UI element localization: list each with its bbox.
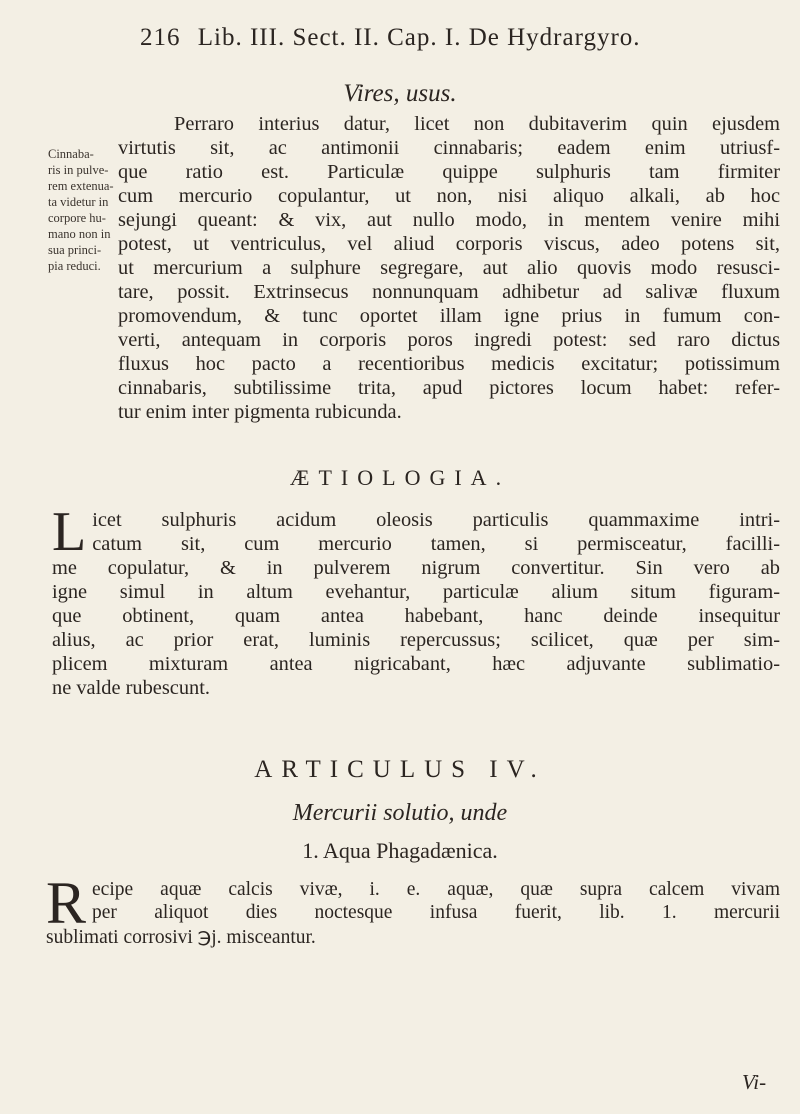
page-number: 216 (140, 24, 181, 51)
text-line: per aliquot dies noctesque infusa fuerit, lib. 1. mercurii (92, 902, 780, 923)
heading-aetiologia: ÆTIOLOGIA. (289, 465, 511, 490)
margin-note-line: rem extenua- (48, 179, 114, 193)
paragraph-vires (118, 112, 780, 424)
text-line: verti, antequam in corporis poros ingredi potest: sed raro dictus (118, 329, 780, 351)
margin-note (48, 146, 124, 274)
section-title: Vires, usus. (343, 80, 457, 107)
text-line: que obtinent, quam antea habebant, hanc deinde insequitur (52, 605, 780, 627)
margin-note-line: mano non in (48, 227, 111, 241)
text-line: cum mercurio copulantur, ut non, nisi aliquo alkali, ab hoc (118, 185, 780, 207)
text-line: potest, ut ventriculus, vel aliud corporis viscus, adeo potens sit, (118, 233, 780, 255)
paragraph-recipe (46, 870, 780, 949)
drop-cap: L (52, 501, 87, 563)
heading-articulus: ARTICULUS IV. (254, 756, 546, 783)
running-head (140, 24, 780, 52)
subheading-mercurii: Mercurii solutio, unde (292, 800, 508, 826)
text-line: virtutis sit, ac antimonii cinnabaris; eadem enim utriusf- (118, 137, 780, 159)
catchword: Vi- (742, 1070, 767, 1094)
margin-note-line: ta videtur in (48, 195, 109, 209)
text-line: igne simul in altum evehantur, particulæ alium situm figuram- (52, 581, 780, 603)
text-line: catum sit, cum mercurio tamen, si permisceatur, facilli- (92, 533, 780, 555)
margin-note-line: corpore hu- (48, 211, 106, 225)
text-line: sejungi queant: & vix, aut nullo modo, in mentem venire mihi (118, 209, 780, 231)
subheading-aqua: 1. Aqua Phagadænica. (302, 838, 498, 863)
margin-note-line: Cinnaba- (48, 147, 94, 161)
text-line: sublimati corrosivi ℈j. misceantur. (46, 927, 316, 948)
text-line: que ratio est. Particulæ quippe sulphuris tam firmiter (118, 161, 780, 183)
running-head-title: Lib. III. Sect. II. Cap. I. De Hydrargyro. (197, 24, 641, 51)
margin-note-line: sua princi- (48, 243, 102, 257)
text-line: tare, possit. Extrinsecus nonnunquam adhibetur ad salivæ fluxum (118, 281, 780, 303)
margin-note-line: ris in pulve- (48, 163, 109, 177)
margin-note-line: pia reduci. (48, 259, 101, 273)
text-line: fluxus hoc pacto a recentioribus medicis excitatur; potissimum (118, 353, 780, 375)
text-line: Perraro interius datur, licet non dubitaverim quin ejusdem (174, 113, 780, 135)
text-line: plicem mixturam antea nigricabant, hæc adjuvante sublimatio- (52, 653, 780, 675)
text-line: ne valde rubescunt. (52, 677, 210, 699)
text-line: alius, ac prior erat, luminis repercussus; scilicet, quæ per sim- (52, 629, 780, 651)
text-line: ecipe aquæ calcis vivæ, i. e. aquæ, quæ supra calcem vivam (92, 879, 780, 900)
drop-cap: R (46, 870, 87, 936)
text-line: icet sulphuris acidum oleosis particulis quammaxime intri- (92, 509, 780, 531)
paragraph-aetiologia (52, 501, 780, 700)
text-line: ut mercurium a sulphure segregare, aut alio quovis modo resusci- (118, 257, 780, 279)
text-line: cinnabaris, subtilissime trita, apud pictores locum habet: refer- (118, 377, 780, 399)
text-line: promovendum, & tunc oportet illam igne prius in fumum con- (118, 305, 780, 327)
text-line: me copulatur, & in pulverem nigrum convertitur. Sin vero ab (52, 557, 780, 579)
text-line: tur enim inter pigmenta rubicunda. (118, 401, 402, 423)
